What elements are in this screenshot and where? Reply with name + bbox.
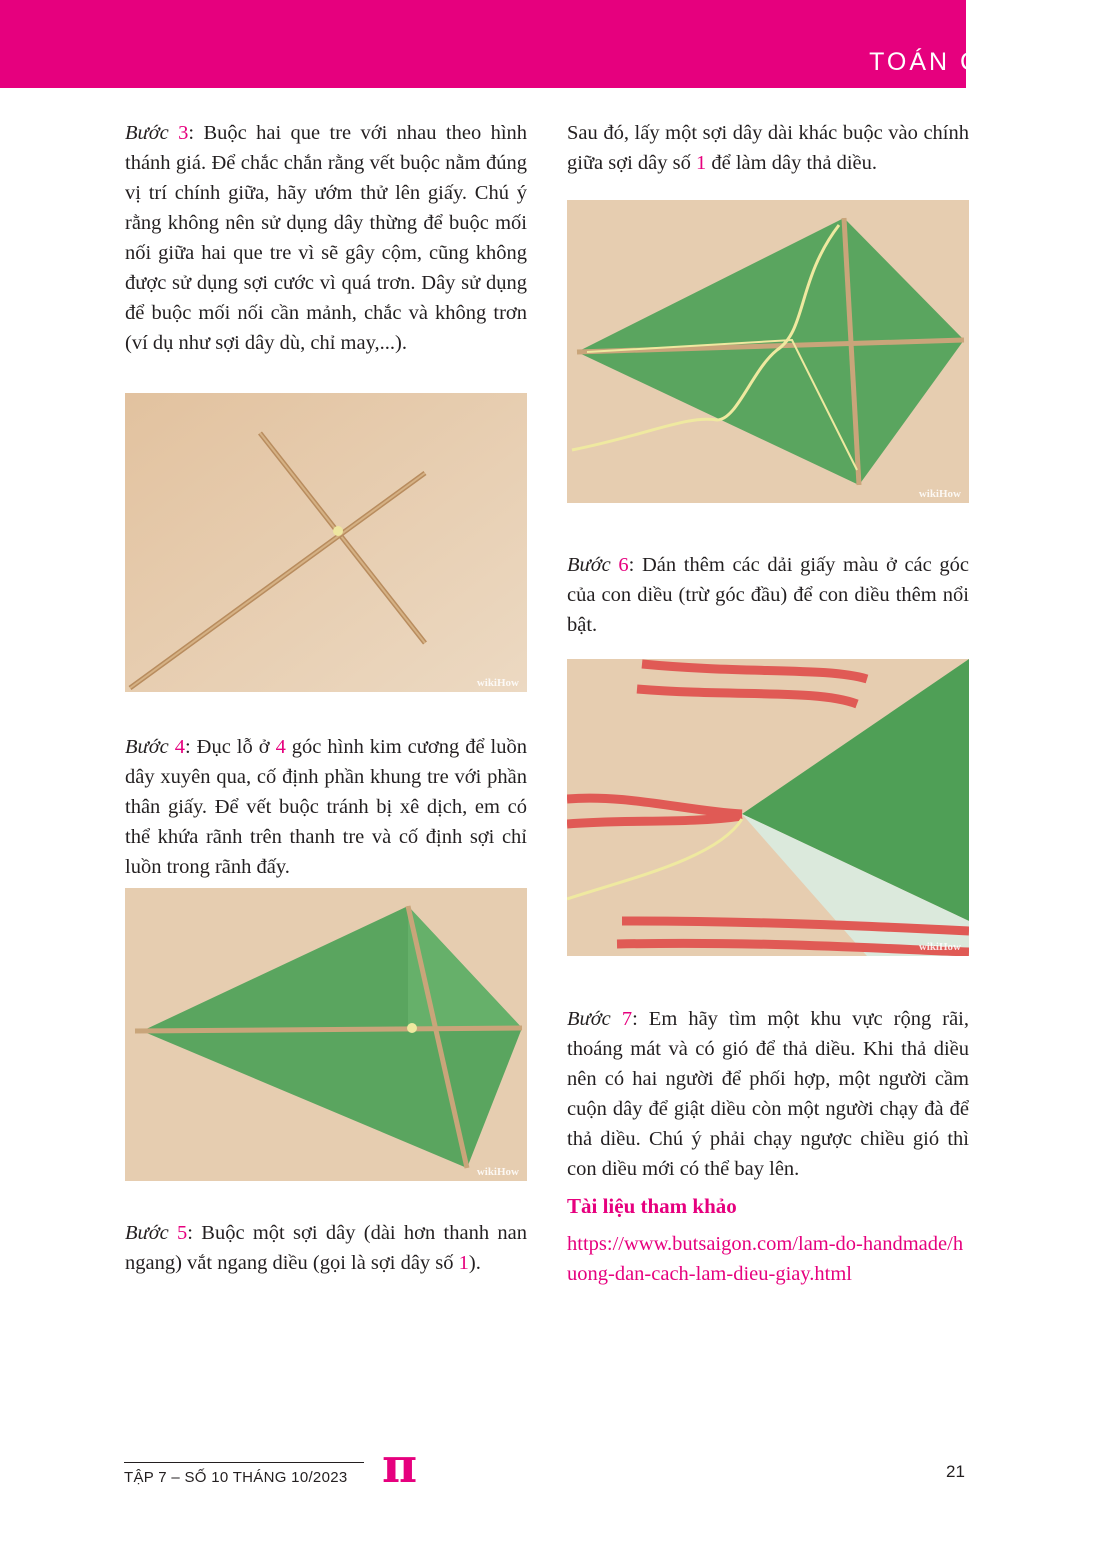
step-4-text: Bước 4: Đục lỗ ở 4 góc hình kim cương để luồn dây xuyên qua, cố định phần khung tre với phần thân giấy. Để vết buộc tránh bị xê dịch, em có thể khứa rãnh trên thanh tre và cố định sợi chỉ luồn trong rãnh đấy. <box>125 736 527 878</box>
header-band <box>0 0 966 88</box>
watermark: wikiHow <box>918 488 961 500</box>
step-5-continued-text: Sau đó, lấy một sợi dây dài khác buộc vào chính giữa sợi dây số 1 để làm dây thả diều. <box>567 122 969 174</box>
step-5-continued <box>567 118 969 178</box>
step-6 <box>567 550 969 640</box>
reference-link[interactable]: https://www.butsaigon.com/lam-do-handmade/huong-dan-cach-lam-dieu-giay.html <box>567 1233 964 1285</box>
step-5 <box>125 1218 527 1278</box>
watermark: wikiHow <box>918 941 961 953</box>
photo-kite-string <box>567 200 969 503</box>
issue-label: TẬP 7 – SỐ 10 THÁNG 10/2023 <box>124 1462 364 1486</box>
step-3-text: Bước 3: Buộc hai que tre với nhau theo hình thánh giá. Để chắc chắn rằng vết buộc nằm đúng vị trí chính giữa, hãy ướm thử lên giấy. Chú ý rằng không nên sử dụng dây thừng để buộc mối nối giữa hai que tre vì sẽ gây cộm, cũng không được sử dụng sợi cước vì quá trơn. Dây sử dụng để buộc mối nối cần mảnh, chắc và không trơn (ví dụ như sợi dây dù, chỉ may,...). <box>125 122 528 354</box>
step-3 <box>125 118 527 358</box>
watermark: wikiHow <box>476 677 519 689</box>
step-5-text: Bước 5: Buộc một sợi dây (dài hơn thanh nan ngang) vắt ngang diều (gọi là sợi dây số 1). <box>125 1222 527 1274</box>
step-7-text: Bước 7: Em hãy tìm một khu vực rộng rãi, thoáng mát và có gió để thả diều. Khi thả diều nên có hai người để phối hợp, một người cầm cuộn dây để giật diều còn một người chạy đà để thả diều. Chú ý phải chạy ngược chiều gió thì con diều mới có thể bay lên. <box>567 1008 970 1180</box>
watermark: wikiHow <box>476 1166 519 1178</box>
section-title: TOÁN CỦA BI <box>869 48 1060 76</box>
pi-logo: π <box>382 1438 418 1494</box>
step-6-text: Bước 6: Dán thêm các dải giấy màu ở các góc của con diều (trừ góc đầu) để con diều thêm nổi bật. <box>567 554 969 636</box>
step-7 <box>567 1004 969 1289</box>
references-heading: Tài liệu tham khảo <box>567 1194 737 1218</box>
step-4 <box>125 732 527 882</box>
page-number: 21 <box>946 1462 965 1481</box>
photo-kite-ribbons <box>567 659 969 956</box>
photo-kite-frame <box>125 888 527 1181</box>
photo-cross-sticks <box>125 393 527 692</box>
